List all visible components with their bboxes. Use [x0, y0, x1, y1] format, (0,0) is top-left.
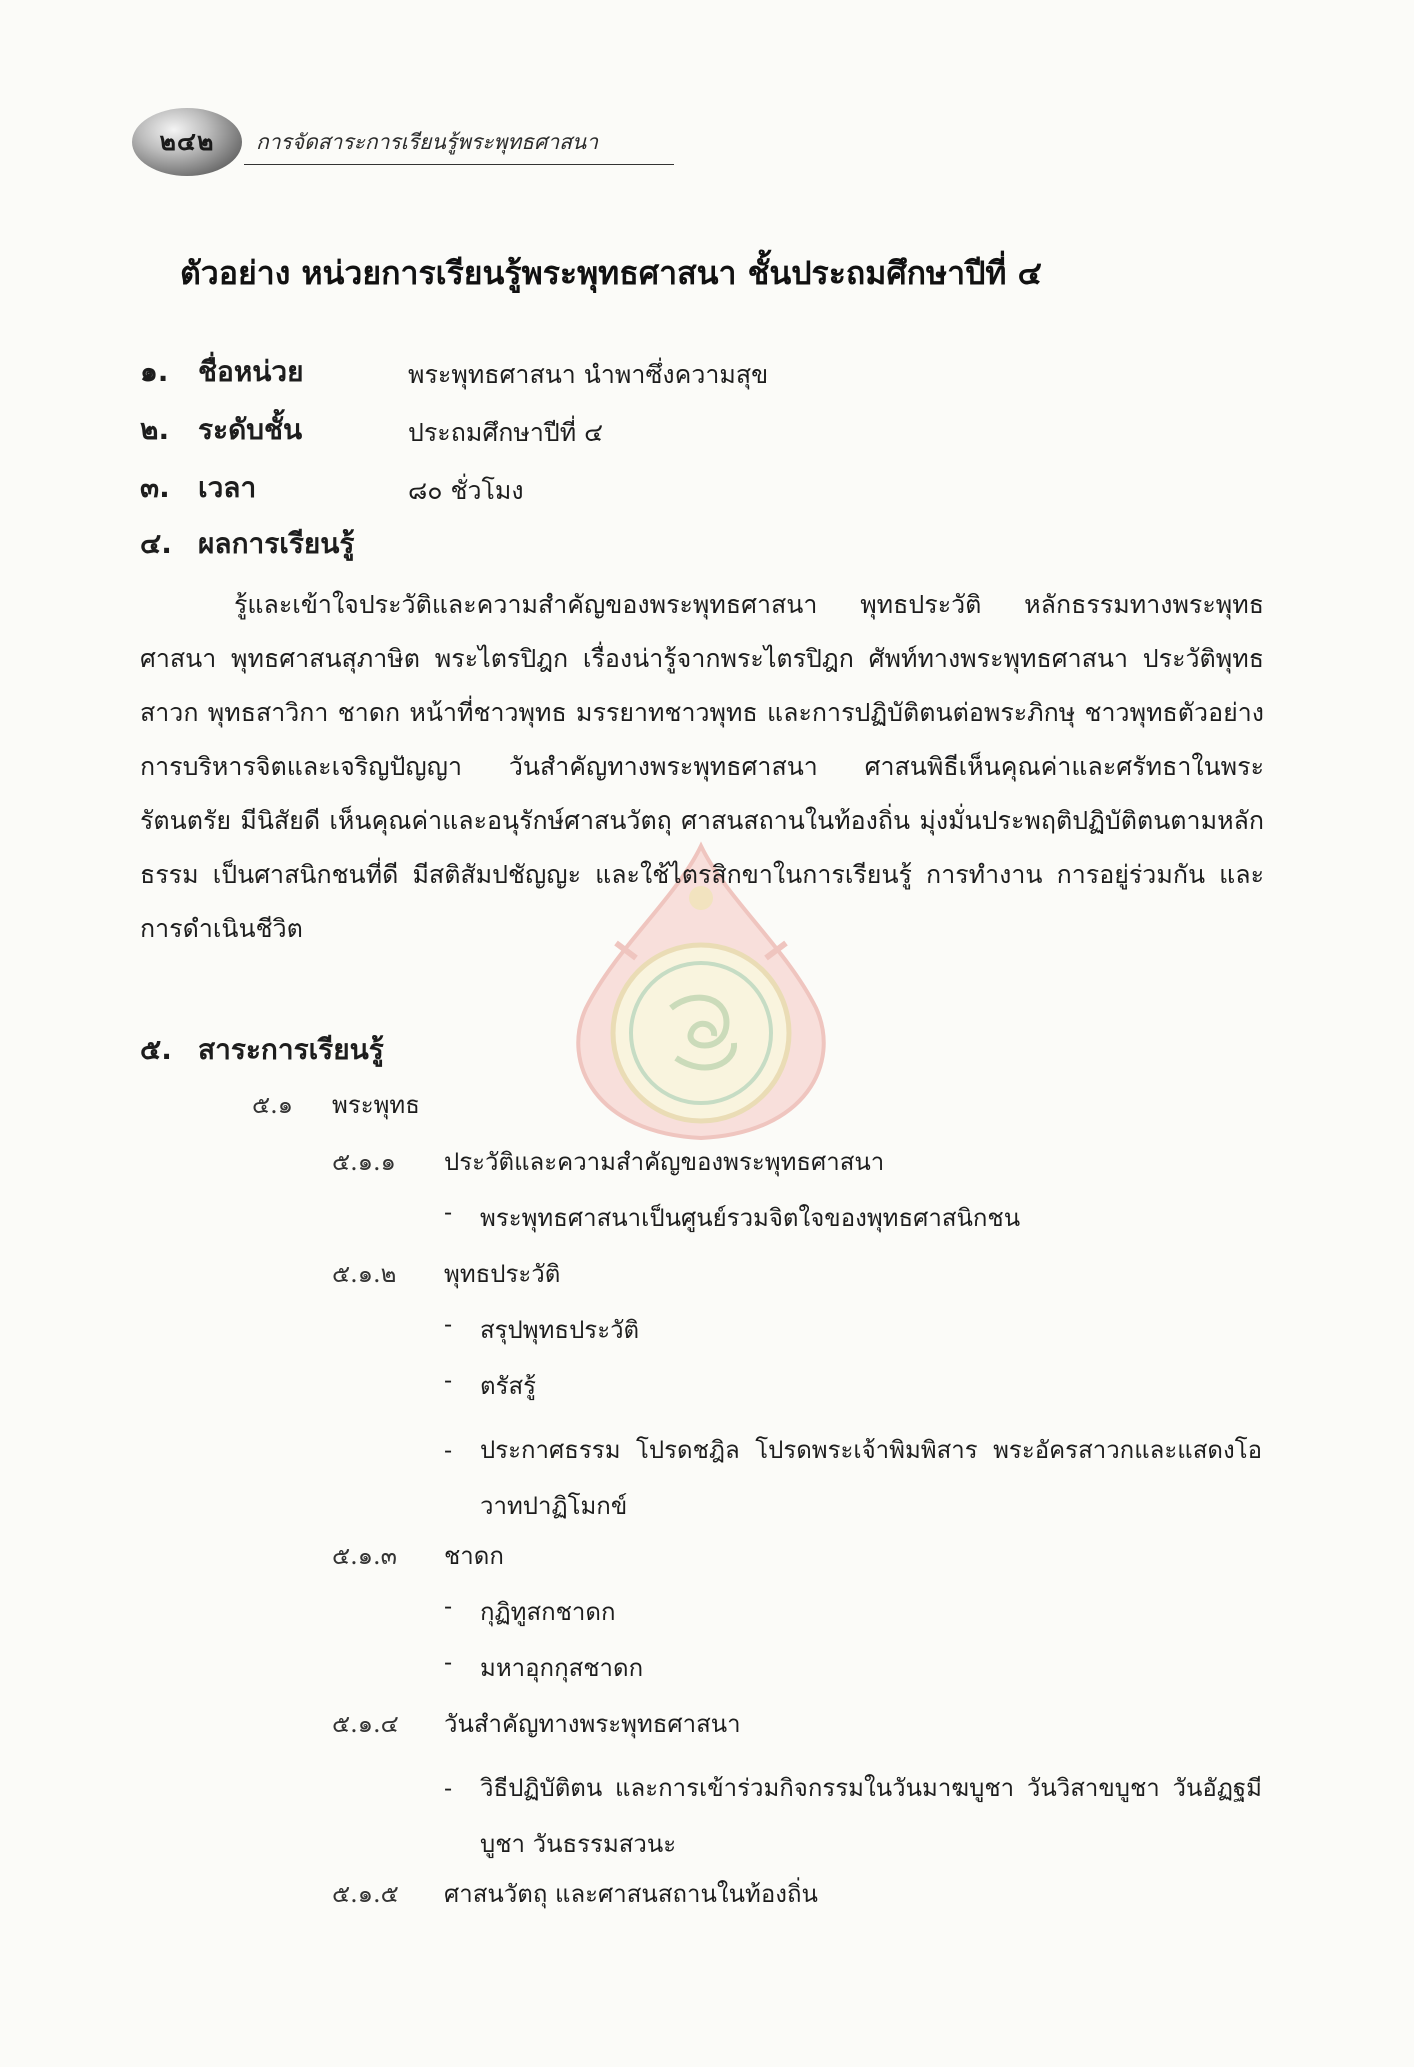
subsection-number: ๕.๑	[252, 1091, 294, 1119]
running-title: การจัดสาระการเรียนรู้พระพุทธศาสนา	[256, 130, 599, 154]
bullet-item	[444, 1760, 1262, 1872]
topic-number: ๕.๑.๒	[332, 1260, 397, 1288]
dash-marker: -	[444, 1648, 453, 1676]
section-label: สาระการเรียนรู้	[198, 1033, 384, 1066]
page-number-badge: ๒๔๒	[132, 108, 242, 176]
topic-label: ศาสนวัตถุ และศาสนสถานในท้องถิ่น	[444, 1880, 818, 1908]
topic-number: ๕.๑.๔	[332, 1710, 399, 1738]
item-label: ระดับชั้น	[198, 413, 303, 446]
bullet-text: กุฏิทูสกชาดก	[480, 1598, 616, 1626]
bullet-text: ตรัสรู้	[480, 1372, 537, 1400]
page-header	[132, 100, 672, 190]
item-label: ชื่อหน่วย	[198, 355, 304, 388]
bullet-item	[444, 1422, 1262, 1534]
bullet-text: วิธีปฏิบัติตน และการเข้าร่วมกิจกรรมในวันมาฆบูชา วันวิสาขบูชา วันอัฏฐมีบูชา วันธรรมสวนะ	[480, 1774, 1262, 1858]
bullet-text: พระพุทธศาสนาเป็นศูนย์รวมจิตใจของพุทธศาสนิกชน	[480, 1204, 1021, 1232]
item-value: พระพุทธศาสนา นำพาซึ่งความสุข	[408, 360, 769, 389]
dash-marker: -	[444, 1774, 453, 1802]
topic-label: ชาดก	[444, 1542, 504, 1570]
section-number: ๕.	[140, 1033, 172, 1066]
item-value: ๘๐ ชั่วโมง	[408, 476, 524, 505]
item-number: ๓.	[140, 471, 170, 504]
item-number: ๔.	[140, 527, 172, 560]
dash-marker: -	[444, 1436, 453, 1464]
topic-number: ๕.๑.๑	[332, 1148, 396, 1176]
dash-marker: -	[444, 1198, 453, 1226]
item-number: ๒.	[140, 413, 170, 446]
topic-number: ๕.๑.๕	[332, 1880, 399, 1908]
learning-outcome-paragraph: รู้และเข้าใจประวัติและความสำคัญของพระพุทธศาสนา พุทธประวัติ หลักธรรมทางพระพุทธศาสนา พุทธศาสนสุภาษิต พระไตรปิฎก เรื่องน่ารู้จากพระไตรปิฎก ศัพท์ทางพระพุทธศาสนา ประวัติพุทธสาวก พุทธสาวิกา ชาดก หน้าที่ชาวพุทธ มรรยาทชาวพุทธ และการปฏิบัติตนต่อพระภิกษุ ชาวพุทธตัวอย่าง การบริหารจิตและเจริญปัญญา วันสำคัญทางพระพุทธศาสนา ศาสนพิธีเห็นคุณค่าและศรัทธาในพระรัตนตรัย มีนิสัยดี เห็นคุณค่าและอนุรักษ์ศาสนวัตถุ ศาสนสถานในท้องถิ่น มุ่งมั่นประพฤติปฏิบัติตนตามหลักธรรม เป็นศาสนิกชนที่ดี มีสติสัมปชัญญะ และใช้ไตรสิกขาในการเรียนรู้ การทำงาน การอยู่ร่วมกัน และการดำเนินชีวิต	[140, 590, 1264, 943]
dash-marker: -	[444, 1366, 453, 1394]
dash-marker: -	[444, 1592, 453, 1620]
topic-label: พุทธประวัติ	[444, 1260, 561, 1288]
topic-label: วันสำคัญทางพระพุทธศาสนา	[444, 1710, 741, 1738]
topic-label: ประวัติและความสำคัญของพระพุทธศาสนา	[444, 1148, 885, 1176]
document-title: ตัวอย่าง หน่วยการเรียนรู้พระพุทธศาสนา ชั้นประถมศึกษาปีที่ ๔	[180, 254, 1042, 292]
bullet-text: มหาอุกกุสชาดก	[480, 1654, 644, 1682]
dash-marker: -	[444, 1310, 453, 1338]
topic-number: ๕.๑.๓	[332, 1542, 398, 1570]
item-label: ผลการเรียนรู้	[198, 527, 355, 560]
item-label: เวลา	[198, 471, 257, 504]
bullet-text: สรุปพุทธประวัติ	[480, 1316, 640, 1344]
header-rule	[244, 164, 674, 165]
bullet-text: ประกาศธรรม โปรดชฎิล โปรดพระเจ้าพิมพิสาร พระอัครสาวกและแสดงโอวาทปาฏิโมกข์	[480, 1436, 1262, 1520]
item-number: ๑.	[140, 355, 169, 388]
subsection-label: พระพุทธ	[332, 1091, 420, 1119]
item-value: ประถมศึกษาปีที่ ๔	[408, 418, 604, 447]
